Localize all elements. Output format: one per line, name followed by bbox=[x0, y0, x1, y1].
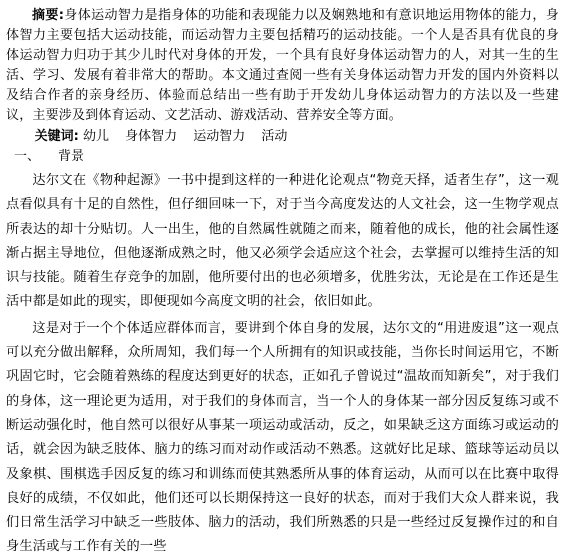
body-paragraph: 这是对于一个个体适应群体而言，要讲到个体自身的发展，达尔文的“用进废退”这一观点可以充分做出解释，众所周知，我们每一个人所拥有的知识或技能，当你长时间运用它，不断巩固它时，它会随着熟练的程度达到更好的状态，正如孔子曾说过“温故而知新矣”，对于我们的身体，这一理论更为适用，对于我们的身体而言，当一个人的身体某一部分因反复练习或不断运动强化时，他自然可以很好从事某一项运动或活动，反之，如果缺乏这方面练习或运动的话，就会因为缺乏肢体、脑力的练习而对动作或活动不熟悉。这就好比足球、篮球等运动员以及象棋、围棋选手因反复的练习和训练而使其熟悉所从事的体育运动，从而可以在比赛中取得良好的成绩，不仅如此，他们还可以长期保持这一良好的状态，而对于我们大众人群来说，我们日常生活学习中缺乏一些肢体、脑力的活动，我们所熟悉的只是一些经过反复操作过的和自身生活或与工作有关的一些 bbox=[6, 320, 559, 555]
keyword-item: 活动 bbox=[261, 129, 288, 144]
keyword-item: 运动智力 bbox=[193, 129, 246, 144]
section-title: 背景 bbox=[58, 149, 85, 164]
keywords-line bbox=[35, 126, 559, 147]
keyword-item: 幼儿 bbox=[82, 129, 109, 144]
abstract-text: 身体运动智力是指身体的功能和表现能力以及娴熟地和有意识地运用物体的能力，身体智力主要包括大运动技能，而运动智力主要包括精巧的运动技能。一个人是否具有优良的身体运动智力归功于其少儿时代对身体的开发，一个具有良好身体运动智力的人，对其一生的生活、学习、发展有着非常大的帮助。本文通过查阅一些有关身体运动智力开发的国内外资料以及结合作者的亲身经历、体验而总结出一些有助于开发幼儿身体运动智力的方法以及一些建议，主要涉及到体育运动、文艺活动、游戏活动、营养安全等方面。 bbox=[6, 8, 559, 123]
body-paragraph: 达尔文在《物种起源》一书中提到这样的一种进化论观点“物竞天择，适者生存”，这一观点看似具有十足的自然性，但仔细回味一下，对于当今高度发达的人文社会，这一生物学观点所表达的却十分贴切。人一出生，他的自然属性就随之而来，随着他的成长，他的社会属性逐渐占据主导地位，但他逐渐成熟之时，他又必须学会适应这个社会，去掌握可以维持生活的知识与技能。随着生存竞争的加剧，他所要付出的也必须增多，优胜劣汰，无论是在工作还是生活中都是如此的现实，即便现如今高度文明的社会，依旧如此。 bbox=[6, 173, 559, 310]
keywords-label: 关键词: bbox=[34, 129, 79, 144]
abstract-label: 摘要: bbox=[32, 8, 65, 23]
keyword-item: 身体智力 bbox=[125, 129, 178, 144]
section-heading bbox=[14, 147, 559, 167]
section-number: 一、 bbox=[14, 149, 41, 164]
abstract-paragraph bbox=[6, 6, 559, 126]
